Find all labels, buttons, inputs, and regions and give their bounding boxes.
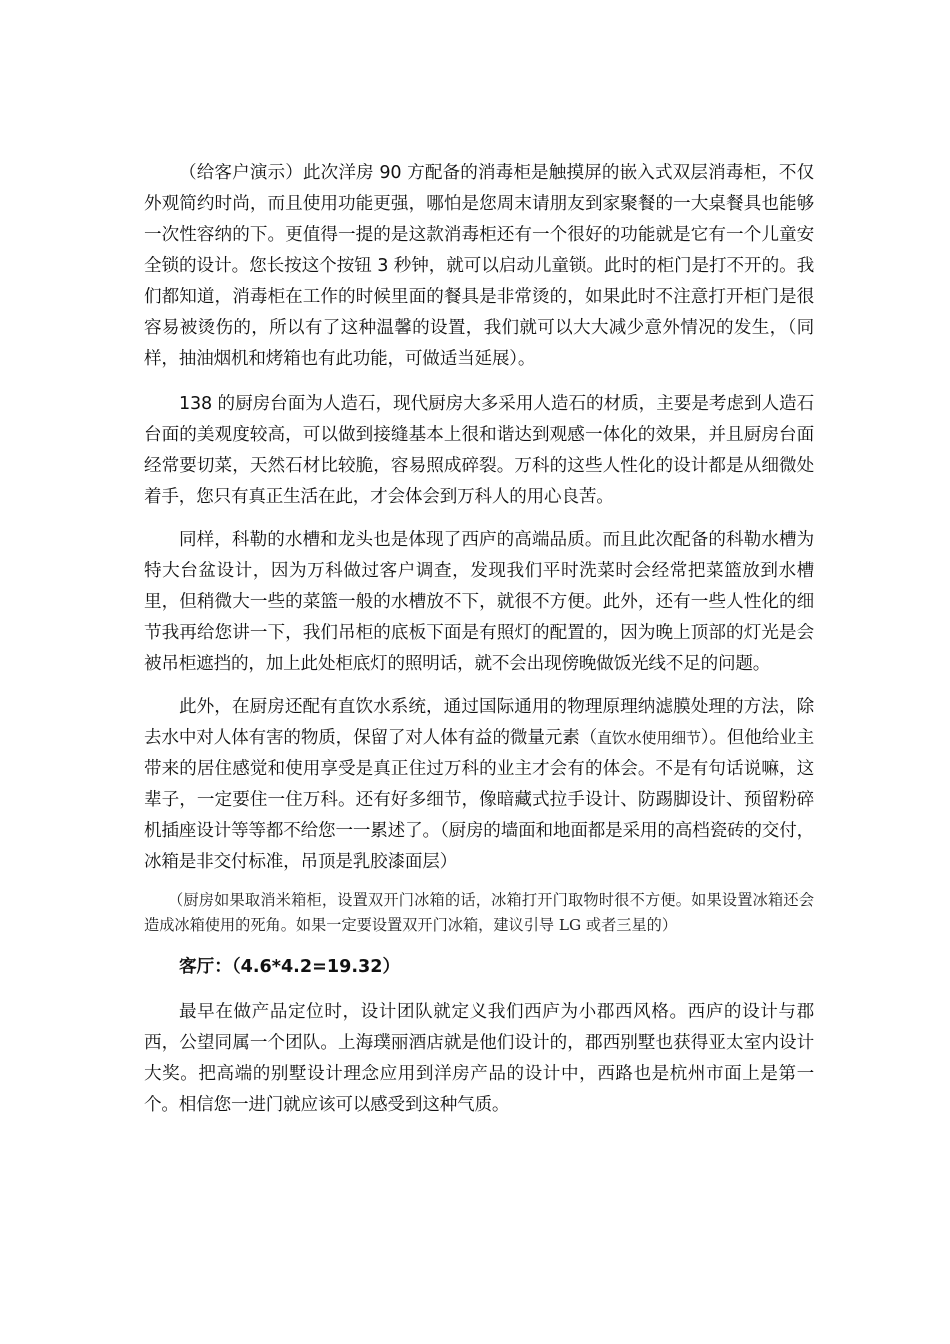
paragraph-countertop: 138 的厨房台面为人造石，现代厨房大多采用人造石的材质，主要是考虑到人造石台面的美观度较高，可以做到接缝基本上很和谐达到观感一体化的效果，并且厨房台面经常要切菜，天然石材比较脆，容易照成碎裂。万科的这些人性化的设计都是从细微处着手，您只有真正生活在此，才会体会到万科人的用心良苦。 <box>144 394 814 507</box>
paragraph-disinfection-cabinet: （给客户演示）此次洋房 90 方配备的消毒柜是触摸屏的嵌入式双层消毒柜，不仅外观简约时尚，而且使用功能更强，哪怕是您周末请朋友到家聚餐的一大桌餐具也能够一次性容纳的下。更值得一提的是这款消毒柜还有一个很好的功能就是它有一个儿童安全锁的设计。您长按这个按钮 3 秒钟，就可以启动儿童锁。此时的柜门是打不开的。我们都知道，消毒柜在工作的时候里面的餐具是非常烫的，如果此时不注意打开柜门是很容易被烫伤的，所以有了这种温馨的设置，我们就可以大大减少意外情况的发生，（同样，抽油烟机和烤箱也有此功能，可做适当延展）。 <box>144 163 814 369</box>
section-heading-living-room: 客厅：（4.6*4.2=19.32） <box>179 957 401 977</box>
paragraph-drinking-water-part1: 此外，在厨房还配有直饮水系统，通过国际通用的物理原理纳滤膜处理的方法，除去水中对人体有害的物质，保留了对人体有益的微量元素（ <box>144 697 814 748</box>
document-page <box>144 158 814 1121</box>
paragraph-living-room: 最早在做产品定位时，设计团队就定义我们西庐为小郡西风格。西庐的设计与郡西，公望同属一个团队。上海璞丽酒店就是他们设计的，郡西别墅也获得亚太室内设计大奖。把高端的别墅设计理念应用到洋房产品的设计中，西路也是杭州市面上是第一个。相信您一进门就应该可以感受到这种气质。 <box>144 1002 814 1115</box>
paragraph-drinking-water-part2: ）。但他给业主带来的居住感觉和使用享受是真正住过万科的业主才会有的体会。不是有句话说嘛，这辈子，一定要住一住万科。还有好多细节，像暗藏式拉手设计、防踢脚设计、预留粉碎机插座设计等等都不给您一一累述了。（厨房的墙面和地面都是采用的高档瓷砖的交付，冰箱是非交付标准，吊顶是乳胶漆面层） <box>144 728 814 872</box>
note-refrigerator: （厨房如果取消米箱柜，设置双开门冰箱的话，冰箱打开门取物时很不方便。如果设置冰箱还会造成冰箱使用的死角。如果一定要设置双开门冰箱，建议引导 LG 或者三星的） <box>144 891 814 934</box>
inline-note-drinking-water: 直饮水使用细节 <box>597 729 701 747</box>
paragraph-drinking-water <box>144 692 814 878</box>
paragraph-sink: 同样，科勒的水槽和龙头也是体现了西庐的高端品质。而且此次配备的科勒水槽为特大台盆设计，因为万科做过客户调查，发现我们平时洗菜时会经常把菜篮放到水槽里，但稍微大一些的菜篮一般的水槽放不下，就很不方便。此外，还有一些人性化的细节我再给您讲一下，我们吊柜的底板下面是有照灯的配置的，因为晚上顶部的灯光是会被吊柜遮挡的，加上此处柜底灯的照明话，就不会出现傍晚做饭光线不足的问题。 <box>144 530 814 674</box>
